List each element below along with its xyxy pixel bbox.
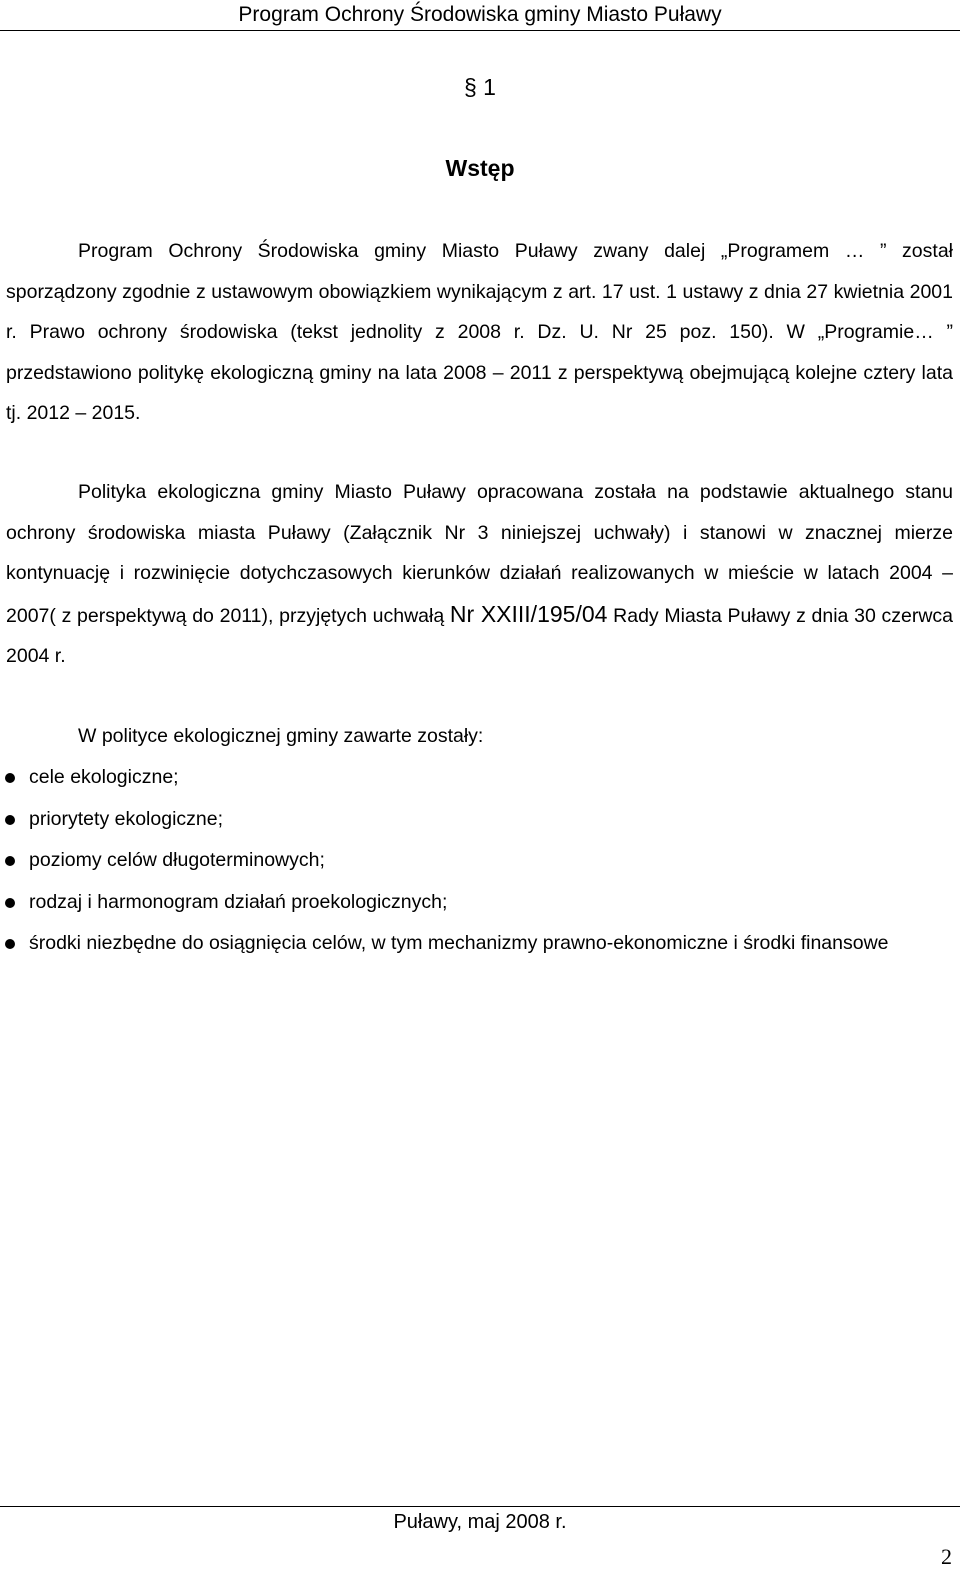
resolution-number: Nr XXIII/195/04 [449, 600, 608, 627]
list-item-text: poziomy celów długoterminowych; [29, 849, 325, 871]
list-item [0, 840, 953, 882]
section-title: Wstęp [445, 155, 515, 181]
paragraph-ecological-policy [6, 472, 953, 677]
page-number: 2 [941, 1544, 952, 1569]
bullet-icon [5, 898, 15, 908]
bullet-icon [5, 939, 15, 949]
bullet-icon [5, 815, 15, 825]
list-item [0, 882, 953, 924]
header-title: Program Ochrony Środowiska gminy Miasto Puławy [238, 3, 722, 26]
page-header [0, 0, 960, 31]
policy-contents-list [0, 757, 960, 965]
paragraph-program-basis: Program Ochrony Środowiska gminy Miasto Puławy zwany dalej „Programem … ” został sporządzony zgodnie z ustawowym obowiązkiem wynikającym z art. 17 ust. 1 ustawy z dnia 27 kwietnia 2001 r. Prawo ochrony środowiska (tekst jednolity z 2008 r. Dz. U. Nr 25 poz. 150). W „Programie… ” przedstawiono politykę ekologiczną gminy na lata 2008 – 2011 z perspektywą obejmującą kolejne cztery lata tj. 2012 – 2015. [6, 240, 953, 424]
list-item-text: priorytety ekologiczne; [29, 807, 224, 830]
paragraph-text-end: Rady Miasta Puławy z dnia 30 czerwca 2004 r. [6, 604, 954, 667]
list-item-text: środki niezbędne do osiągnięcia celów, w tym mechanizmy prawno-ekonomiczne i środki finansowe [29, 932, 889, 954]
list-item-text: rodzaj i harmonogram działań proekologicznych; [29, 890, 448, 913]
section-mark: § 1 [464, 74, 496, 100]
footer-divider [0, 1506, 960, 1507]
footer-place-date: Puławy, maj 2008 r. [393, 1511, 567, 1533]
list-item [0, 757, 953, 799]
list-item-text: cele ekologiczne; [29, 766, 179, 788]
list-item [0, 799, 953, 841]
paragraph-text-start: Polityka ekologiczna gminy Miasto Puławy opracowana została na podstawie aktualnego stanu ochrony środowiska miasta Puławy (Załącznik Nr 3 niniejszej uchwały) i stanowi w znacznej mierze kontynuację i rozwinięcie dotychczasowych kierunków działań realizowanych w mieście w latach 2004 – 2007( z perspektywą do 2011), przyjętych uchwałą [6, 481, 953, 627]
list-item [0, 923, 953, 965]
list-intro: W polityce ekologicznej gminy zawarte zostały: [78, 725, 484, 747]
bullet-icon [5, 856, 15, 866]
bullet-icon [5, 773, 15, 783]
